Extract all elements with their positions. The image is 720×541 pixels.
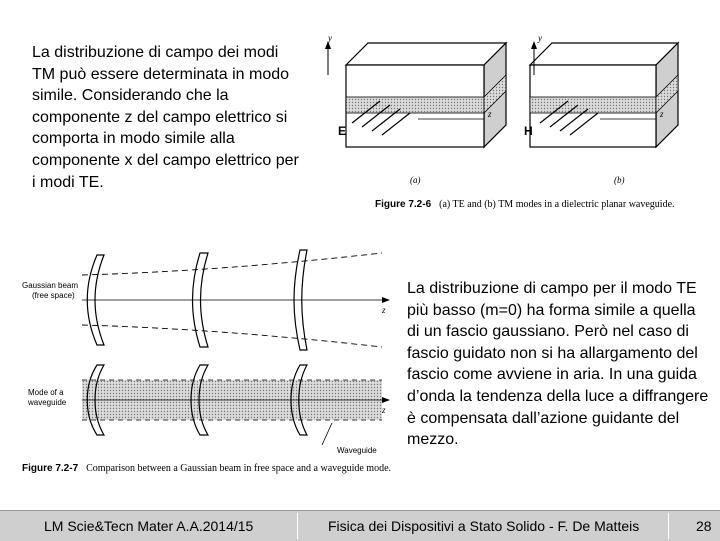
mode-of-label: Mode of a bbox=[28, 388, 64, 397]
footer-title: Fisica dei Dispositivi a Stato Solido - F. De Matteis bbox=[328, 518, 640, 534]
figure2-caption-text: Comparison between a Gaussian beam in free space and a waveguide mode. bbox=[86, 463, 392, 474]
top-paragraph: La distribuzione di campo dei modi TM può essere determinata in modo simile. Considerando che la componente z del campo elettrico si comporta in modo simile alla componente x del campo elettrico per i modi TE. bbox=[32, 44, 299, 191]
figure2-number: Figure 7.2-7 bbox=[22, 463, 79, 474]
figure-te-tm-modes bbox=[318, 35, 678, 225]
waveguide-mode-panel bbox=[27, 365, 390, 455]
figure2-caption bbox=[22, 463, 391, 474]
footer-divider-left bbox=[297, 513, 298, 539]
gaussian-beam-panel bbox=[22, 250, 390, 350]
axis-z-label-beam: z bbox=[382, 305, 386, 315]
gaussian-beam-label: Gaussian beam bbox=[22, 281, 79, 290]
axis-y-label-a: y bbox=[328, 33, 332, 43]
footer-course: LM Scie&Tecn Mater A.A.2014/15 bbox=[44, 518, 254, 534]
waveguide-mode-label: waveguide bbox=[28, 398, 67, 407]
figure1-caption bbox=[375, 199, 675, 210]
sublabel-b: (b) bbox=[614, 175, 625, 185]
footer-divider-right bbox=[668, 513, 669, 539]
slide-footer bbox=[0, 510, 720, 541]
field-label-h: H bbox=[524, 124, 533, 138]
figure1-caption-text: (a) TE and (b) TM modes in a dielectric planar waveguide. bbox=[439, 199, 675, 210]
axis-y-label-b: y bbox=[538, 33, 542, 43]
right-paragraph: La distribuzione di campo per il modo TE più basso (m=0) ha forma simile a quella di un fascio gaussiano. Però nel caso di fascio guidato non si ha allargamento del fascio come avviene in aria. In una guida d’onda la tendenza della luce a diffrangere è compensata dall’azione guidante del mezzo. bbox=[407, 280, 709, 449]
figure-gaussian-vs-waveguide bbox=[22, 245, 397, 460]
sublabel-a: (a) bbox=[410, 175, 421, 185]
axis-z-label-a: z bbox=[488, 109, 492, 119]
slab-tm-panel bbox=[524, 33, 678, 185]
axis-z-label-b: z bbox=[660, 109, 664, 119]
page-number: 28 bbox=[696, 518, 712, 534]
slab-te-panel bbox=[325, 33, 506, 185]
waveguide-label: Waveguide bbox=[337, 446, 377, 455]
free-space-label: (free space) bbox=[32, 291, 75, 300]
field-label-e: E bbox=[338, 124, 347, 138]
figure1-number: Figure 7.2-6 bbox=[375, 199, 432, 210]
axis-z-label-mode: z bbox=[382, 405, 386, 415]
